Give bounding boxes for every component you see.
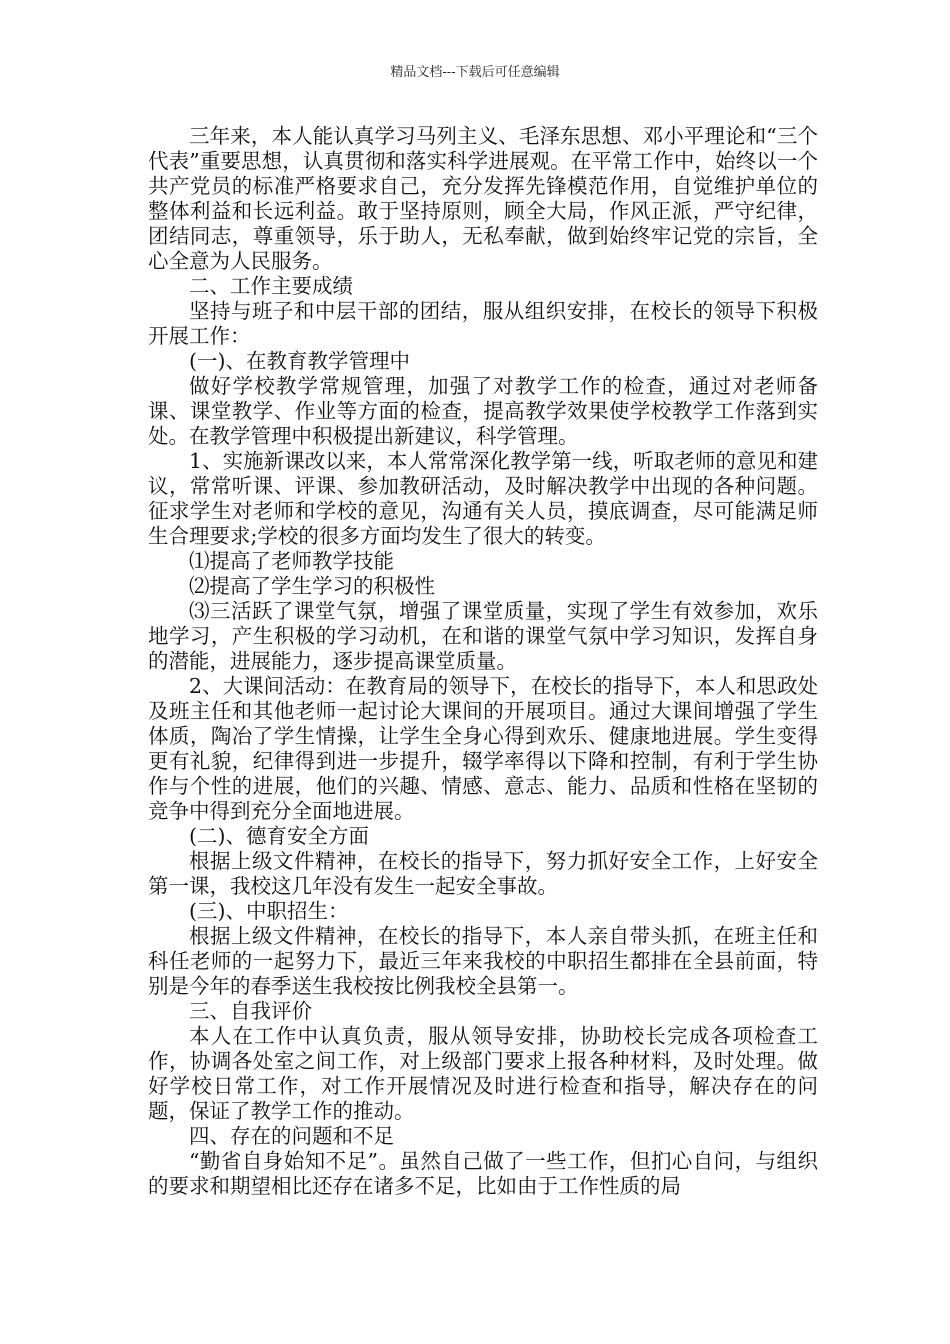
subheading-teaching-management: (一)、在教育教学管理中 (189, 349, 410, 373)
paragraph-shortcomings: “勤省自身始知不足”。虽然自己做了一些工作，但扪心自问，与组织的要求和期望相比还存在诸多不足，比如由于工作性质的局 (148, 1149, 818, 1198)
paragraph-curriculum-reform: 1、实施新课改以来，本人常常深化教学第一线，听取老师的意见和建议，常常听课、评课、参加教研活动，及时解决教学中出现的各种问题。征求学生对老师和学校的意见，沟通有关人员，摸底调查，尽可能满足师生合理要求;学校的很多方面均发生了很大的转变。 (148, 449, 818, 548)
paragraph-self-evaluation: 本人在工作中认真负责，服从领导安排，协助校长完成各项检查工作，协调各处室之间工作，对上级部门要求上报各种材料，及时处理。做好学校日常工作，对工作开展情况及时进行检查和指导，解决存在的问题，保证了教学工作的推动。 (148, 1024, 818, 1123)
section-heading-shortcomings: 四、存在的问题和不足 (189, 1124, 394, 1148)
paragraph-routine-management: 做好学校教学常规管理，加强了对教学工作的检查，通过对老师备课、课堂教学、作业等方面的检查，提高教学效果使学校教学工作落到实处。在教学管理中积极提出新建议，科学管理。 (148, 374, 818, 448)
paragraph-recess-activities: 2、大课间活动：在教育局的领导下，在校长的指导下，本人和思政处及班主任和其他老师一起讨论大课间的开展项目。通过大课间增强了学生体质，陶冶了学生情操，让学生全身心得到欢乐、健康地进展。学生变得更有礼貌，纪律得到进一步提升，辍学率得以下降和控制，有利于学生协作与个性的进展，他们的兴趣、情感、意志、能力、品质和性格在坚韧的竞争中得到充分全面地进展。 (148, 674, 818, 823)
list-item-teacher-skills: ⑴提高了老师教学技能 (189, 549, 394, 573)
page-header: 精品文档---下载后可任意编辑 (390, 65, 560, 80)
document-body (148, 124, 818, 1199)
paragraph-teamwork: 坚持与班子和中层干部的团结，服从组织安排，在校长的领导下积极开展工作： (148, 299, 818, 348)
section-heading-achievements: 二、工作主要成绩 (189, 274, 353, 298)
list-item-classroom-atmosphere: ⑶三活跃了课堂气氛，增强了课堂质量，实现了学生有效参加，欢乐地学习，产生积极的学习动机，在和谐的课堂气氛中学习知识，发挥自身的潜能，进展能力，逐步提高课堂质量。 (148, 599, 818, 673)
paragraph-enrollment-results: 根据上级文件精神，在校长的指导下，本人亲自带头抓，在班主任和科任老师的一起努力下，最近三年来我校的中职招生都排在全县前面，特别是今年的春季送生我校按比例我校全县第一。 (148, 924, 818, 998)
paragraph-intro: 三年来，本人能认真学习马列主义、毛泽东思想、邓小平理论和“三个代表”重要思想，认真贯彻和落实科学进展观。在平常工作中，始终以一个共产党员的标准严格要求自己，充分发挥先锋模范作用，自觉维护单位的整体利益和长远利益。敢于坚持原则，顾全大局，作风正派，严守纪律，团结同志，尊重领导，乐于助人，无私奉献，做到始终牢记党的宗旨，全心全意为人民服务。 (148, 124, 818, 273)
section-heading-self-evaluation: 三、自我评价 (189, 999, 312, 1023)
subheading-vocational-enrollment: (三)、中职招生： (189, 899, 349, 923)
paragraph-safety-work: 根据上级文件精神，在校长的指导下，努力抓好安全工作，上好安全第一课，我校这几年没有发生一起安全事故。 (148, 849, 818, 898)
list-item-student-motivation: ⑵提高了学生学习的积极性 (189, 574, 435, 598)
subheading-moral-safety: (二)、德育安全方面 (189, 824, 369, 848)
